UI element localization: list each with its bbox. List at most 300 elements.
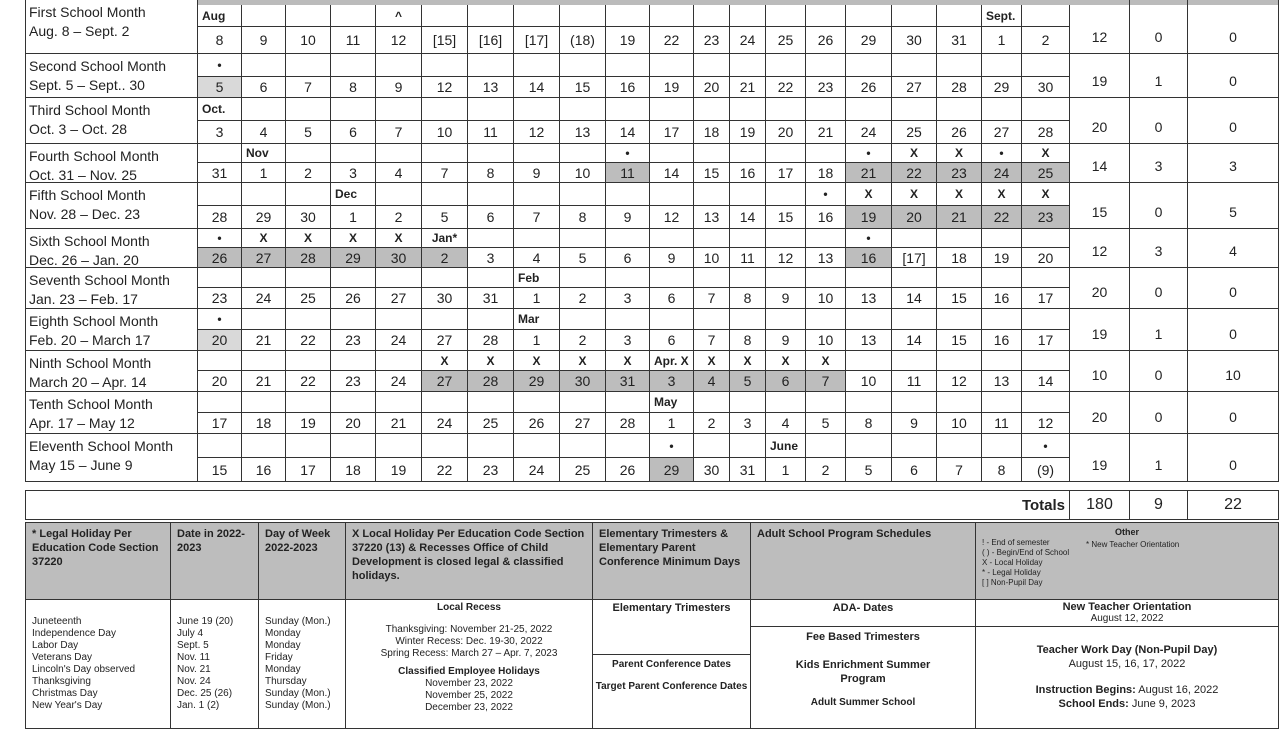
day-mark (766, 392, 806, 413)
day-cell: 10 (846, 371, 892, 392)
day-mark (766, 5, 806, 27)
day-cell: 9 (242, 27, 286, 54)
day-cell: 27 (892, 77, 937, 98)
day-mark: X (892, 144, 937, 163)
day-cell: 19 (376, 458, 422, 482)
day-cell: 12 (766, 248, 806, 268)
day-cell: 16 (730, 163, 766, 183)
day-mark (242, 5, 286, 27)
day-mark (468, 54, 514, 77)
day-mark (892, 268, 937, 288)
parent-conference-dates: Parent Conference Dates (612, 659, 731, 670)
day-cell: 21 (242, 330, 286, 351)
day-cell: 26 (198, 248, 242, 268)
day-mark (982, 392, 1022, 413)
month-total: 19 (1070, 54, 1130, 98)
day-mark (766, 309, 806, 330)
day-cell: 21 (376, 413, 422, 434)
holiday-date: Nov. 11 (177, 652, 210, 663)
day-cell: 22 (892, 163, 937, 183)
day-mark (846, 434, 892, 458)
holiday-name: Christmas Day (32, 688, 98, 699)
day-mark (198, 434, 242, 458)
day-mark (846, 54, 892, 77)
holiday-date: July 4 (177, 628, 204, 639)
month-total: 0 (1130, 98, 1188, 144)
day-mark (982, 54, 1022, 77)
holiday-date: Jan. 1 (2) (177, 700, 220, 711)
day-mark (694, 434, 730, 458)
holiday-day: Sunday (Mon.) (265, 616, 331, 627)
month-label (25, 98, 198, 144)
day-cell: 14 (730, 206, 766, 229)
recess-line: Spring Recess: March 27 – Apr. 7, 2023 (380, 648, 558, 659)
month-total: 5 (1188, 183, 1279, 229)
day-mark (892, 392, 937, 413)
day-mark (730, 268, 766, 288)
day-mark (286, 183, 331, 206)
classified-holiday: November 23, 2022 (425, 678, 513, 689)
holiday-day: Monday (265, 664, 301, 675)
day-mark (514, 229, 560, 248)
day-cell: [15] (422, 27, 468, 54)
day-cell: 5 (286, 121, 331, 144)
day-cell: 18 (937, 248, 982, 268)
month-label (25, 434, 198, 482)
day-cell: 27 (560, 413, 606, 434)
day-cell: 22 (982, 206, 1022, 229)
day-mark (892, 5, 937, 27)
day-cell: 23 (806, 77, 846, 98)
day-cell: 4 (514, 248, 560, 268)
day-mark: Nov (242, 144, 286, 163)
day-mark: X (892, 183, 937, 206)
day-cell: 22 (286, 371, 331, 392)
day-mark (1022, 309, 1070, 330)
day-mark: X (560, 351, 606, 371)
day-mark: • (846, 144, 892, 163)
day-cell: 11 (331, 27, 376, 54)
day-cell: 20 (766, 121, 806, 144)
day-cell: 31 (937, 27, 982, 54)
holiday-name: Juneteenth (32, 616, 82, 627)
day-mark (982, 229, 1022, 248)
day-cell: 20 (198, 371, 242, 392)
day-mark (846, 98, 892, 121)
day-cell: 12 (1022, 413, 1070, 434)
day-cell: 2 (560, 288, 606, 309)
day-mark (1022, 351, 1070, 371)
day-cell: 9 (650, 248, 694, 268)
day-cell: 20 (198, 330, 242, 351)
day-mark (376, 183, 422, 206)
day-cell: 2 (560, 330, 606, 351)
day-cell: 18 (242, 413, 286, 434)
day-mark: Feb (514, 268, 560, 288)
day-mark (694, 5, 730, 27)
day-mark: X (694, 351, 730, 371)
day-cell: 17 (198, 413, 242, 434)
day-cell: 17 (1022, 288, 1070, 309)
day-cell: 19 (650, 77, 694, 98)
day-mark (937, 54, 982, 77)
month-total: 3 (1130, 144, 1188, 183)
day-cell: 6 (468, 206, 514, 229)
day-mark (1022, 392, 1070, 413)
day-cell: 6 (892, 458, 937, 482)
day-cell: 7 (694, 330, 730, 351)
day-mark (766, 183, 806, 206)
day-cell: 1 (514, 288, 560, 309)
day-cell: 30 (560, 371, 606, 392)
day-mark (198, 392, 242, 413)
day-mark (331, 144, 376, 163)
elementary-header: Elementary Trimesters & Elementary Parent Conference Minimum Days (592, 522, 751, 600)
day-mark (937, 98, 982, 121)
day-mark (937, 392, 982, 413)
day-cell: 15 (937, 288, 982, 309)
legend-item: ! - End of semester (982, 538, 1050, 547)
day-mark (376, 268, 422, 288)
day-cell: 5 (730, 371, 766, 392)
month-label (25, 268, 198, 309)
day-cell: 23 (331, 330, 376, 351)
month-total: 4 (1188, 229, 1279, 268)
day-mark (198, 268, 242, 288)
day-mark (846, 5, 892, 27)
day-cell: 15 (694, 163, 730, 183)
day-mark (982, 351, 1022, 371)
day-cell: 29 (650, 458, 694, 482)
day-cell: 8 (468, 163, 514, 183)
day-mark (730, 309, 766, 330)
day-mark (242, 268, 286, 288)
day-cell: 15 (560, 77, 606, 98)
month-label (25, 54, 198, 98)
day-cell: 23 (1022, 206, 1070, 229)
day-cell: 25 (286, 288, 331, 309)
holiday-date: Dec. 25 (26) (177, 688, 233, 699)
day-mark: Dec (331, 183, 376, 206)
day-mark (806, 434, 846, 458)
day-cell: 27 (422, 330, 468, 351)
day-mark (1022, 5, 1070, 27)
day-cell: 14 (650, 163, 694, 183)
month-label: Fourth School Month (29, 148, 159, 164)
day-mark (514, 392, 560, 413)
day-cell: 15 (198, 458, 242, 482)
day-cell: 18 (694, 121, 730, 144)
day-cell: 8 (730, 330, 766, 351)
day-mark (286, 54, 331, 77)
month-label (25, 183, 198, 229)
day-mark: X (982, 183, 1022, 206)
month-total: 1 (1130, 309, 1188, 351)
day-cell: 23 (694, 27, 730, 54)
holiday-dates (170, 599, 259, 729)
month-total: 15 (1070, 183, 1130, 229)
day-mark (286, 5, 331, 27)
day-mark (198, 351, 242, 371)
day-mark: X (606, 351, 650, 371)
day-cell: 23 (331, 371, 376, 392)
day-cell: 27 (242, 248, 286, 268)
day-cell: 24 (242, 288, 286, 309)
month-label (25, 144, 198, 183)
month-total: 1 (1130, 54, 1188, 98)
day-cell: 7 (937, 458, 982, 482)
day-cell: 16 (982, 288, 1022, 309)
classified-holiday: November 25, 2022 (425, 690, 513, 701)
holiday-date: June 19 (20) (177, 616, 234, 627)
local-recess (345, 599, 593, 729)
day-cell: 7 (286, 77, 331, 98)
day-mark: • (198, 309, 242, 330)
day-mark (560, 268, 606, 288)
elementary-trimesters: Elementary Trimesters (592, 599, 751, 655)
nto-title: New Teacher Orientation (1062, 601, 1192, 613)
day-cell: 28 (937, 77, 982, 98)
fee-based-trimesters: Fee Based Trimesters (806, 631, 920, 643)
day-mark: Jan* (422, 229, 468, 248)
day-mark (606, 309, 650, 330)
ada-dates: ADA- Dates (750, 599, 976, 627)
day-cell: 2 (376, 206, 422, 229)
day-cell: 9 (766, 330, 806, 351)
day-mark (331, 351, 376, 371)
day-mark (198, 144, 242, 163)
day-mark (198, 183, 242, 206)
day-mark (468, 183, 514, 206)
day-mark (606, 54, 650, 77)
legend-item: [ ] Non-Pupil Day (982, 578, 1043, 587)
day-cell: 20 (331, 413, 376, 434)
day-mark (560, 5, 606, 27)
day-cell: 16 (982, 330, 1022, 351)
day-mark (422, 309, 468, 330)
month-total: 1 (1130, 434, 1188, 482)
star-mark: * (32, 528, 37, 540)
holiday-name: Veterans Day (32, 652, 93, 663)
day-cell: 24 (376, 371, 422, 392)
day-mark (242, 98, 286, 121)
month-total: 14 (1070, 144, 1130, 183)
day-mark: May (650, 392, 694, 413)
day-cell: 20 (694, 77, 730, 98)
day-cell: 8 (730, 288, 766, 309)
day-cell: 6 (766, 371, 806, 392)
day-cell: 4 (766, 413, 806, 434)
holiday-date: Nov. 24 (177, 676, 211, 687)
day-cell: 30 (1022, 77, 1070, 98)
month-total: 20 (1070, 268, 1130, 309)
day-mark (560, 392, 606, 413)
holiday-day: Monday (265, 628, 301, 639)
month-range: Dec. 26 – Jan. 20 (29, 252, 139, 268)
adult-summer-school: Adult Summer School (810, 697, 916, 708)
day-mark (650, 98, 694, 121)
day-mark (560, 434, 606, 458)
day-cell: 7 (376, 121, 422, 144)
day-mark (694, 183, 730, 206)
day-cell: 1 (242, 163, 286, 183)
day-cell: 11 (468, 121, 514, 144)
day-mark (730, 229, 766, 248)
day-mark (468, 98, 514, 121)
day-cell: 22 (286, 330, 331, 351)
day-mark (468, 434, 514, 458)
day-mark (937, 434, 982, 458)
day-cell: 9 (892, 413, 937, 434)
day-cell: [16] (468, 27, 514, 54)
day-mark: X (937, 183, 982, 206)
month-label: Eighth School Month (29, 313, 159, 329)
nto-date: August 12, 2022 (1090, 613, 1164, 624)
day-mark (694, 54, 730, 77)
day-mark (422, 183, 468, 206)
holiday-day: Sunday (Mon.) (265, 700, 331, 711)
day-cell: (18) (560, 27, 606, 54)
day-cell: 10 (937, 413, 982, 434)
day-cell: 28 (286, 248, 331, 268)
day-cell: 17 (650, 121, 694, 144)
day-cell: 3 (331, 163, 376, 183)
instruction-begins-date: August 16, 2022 (1138, 684, 1219, 696)
day-cell: 21 (846, 163, 892, 183)
dow-header: Day of Week 2022-2023 (258, 522, 346, 600)
day-cell: 2 (694, 413, 730, 434)
day-mark (468, 392, 514, 413)
day-mark (376, 54, 422, 77)
day-mark (286, 392, 331, 413)
month-total: 0 (1188, 434, 1279, 482)
day-mark (982, 268, 1022, 288)
school-ends-date: June 9, 2023 (1131, 698, 1196, 710)
month-label: Ninth School Month (29, 355, 152, 371)
day-mark (892, 434, 937, 458)
month-label (25, 229, 198, 268)
day-cell: 8 (331, 77, 376, 98)
day-mark (937, 5, 982, 27)
month-range: Aug. 8 – Sept. 2 (29, 23, 130, 39)
day-mark: X (846, 183, 892, 206)
day-cell: 10 (422, 121, 468, 144)
key-dates (975, 626, 1279, 729)
day-mark (468, 5, 514, 27)
day-cell: [17] (514, 27, 560, 54)
day-mark (331, 268, 376, 288)
month-label (25, 309, 198, 351)
recess-line: Winter Recess: Dec. 19-30, 2022 (395, 636, 543, 647)
day-mark (376, 144, 422, 163)
other-note: * New Teacher Orientation (1086, 540, 1180, 549)
day-mark: Sept. (982, 5, 1022, 27)
day-cell: 16 (242, 458, 286, 482)
day-cell: 31 (730, 458, 766, 482)
day-mark (514, 183, 560, 206)
day-cell: 3 (730, 413, 766, 434)
day-cell: 12 (376, 27, 422, 54)
day-cell: 28 (468, 371, 514, 392)
day-mark (892, 229, 937, 248)
parent-conference (592, 654, 751, 729)
day-mark (606, 392, 650, 413)
month-total: 0 (1188, 268, 1279, 309)
month-total: 3 (1188, 144, 1279, 183)
day-cell: 3 (606, 330, 650, 351)
day-cell: 1 (514, 330, 560, 351)
day-cell: 12 (650, 206, 694, 229)
day-mark (376, 434, 422, 458)
day-cell: 4 (694, 371, 730, 392)
day-mark (766, 144, 806, 163)
day-cell: 6 (331, 121, 376, 144)
day-mark (286, 351, 331, 371)
day-cell: 10 (806, 288, 846, 309)
day-mark (766, 268, 806, 288)
day-mark: X (806, 351, 846, 371)
day-mark: • (650, 434, 694, 458)
school-ends-label: School Ends: (1058, 698, 1129, 710)
day-mark (286, 98, 331, 121)
month-range: Apr. 17 – May 12 (29, 415, 135, 431)
day-mark (514, 98, 560, 121)
other-legend (975, 522, 1279, 600)
day-cell: 26 (331, 288, 376, 309)
month-total: 0 (1130, 0, 1188, 54)
day-cell: 22 (422, 458, 468, 482)
holiday-day: Monday (265, 640, 301, 651)
day-cell: 24 (376, 330, 422, 351)
day-cell: 12 (514, 121, 560, 144)
day-mark (606, 183, 650, 206)
day-cell: 30 (286, 206, 331, 229)
day-mark (286, 268, 331, 288)
day-cell: 12 (422, 77, 468, 98)
month-range: Oct. 31 – Nov. 25 (29, 167, 137, 183)
day-mark: Mar (514, 309, 560, 330)
day-cell: 19 (606, 27, 650, 54)
other-header: Other (1114, 527, 1139, 537)
day-mark (422, 98, 468, 121)
day-mark (650, 268, 694, 288)
day-cell: 13 (694, 206, 730, 229)
day-mark: X (242, 229, 286, 248)
holiday-name: Lincoln's Day observed (32, 664, 136, 675)
day-mark (376, 98, 422, 121)
new-teacher-orientation (975, 599, 1279, 627)
legal-header-text: Legal Holiday Per Education Code Section 37220 (32, 528, 159, 568)
day-mark: X (331, 229, 376, 248)
day-mark (892, 351, 937, 371)
adult-programs (750, 626, 976, 729)
day-mark (730, 434, 766, 458)
instruction-begins-label: Instruction Begins: (1035, 684, 1136, 696)
month-total: 12 (1070, 229, 1130, 268)
day-cell: 19 (286, 413, 331, 434)
day-mark (806, 229, 846, 248)
day-cell: 5 (422, 206, 468, 229)
month-label: Fifth School Month (29, 187, 146, 203)
holiday-day: Thursday (265, 676, 307, 687)
day-cell: 26 (606, 458, 650, 482)
day-mark: • (198, 54, 242, 77)
day-cell: 23 (468, 458, 514, 482)
day-cell: 11 (730, 248, 766, 268)
day-cell: 14 (606, 121, 650, 144)
day-mark (937, 229, 982, 248)
legend-section (0, 520, 1279, 720)
